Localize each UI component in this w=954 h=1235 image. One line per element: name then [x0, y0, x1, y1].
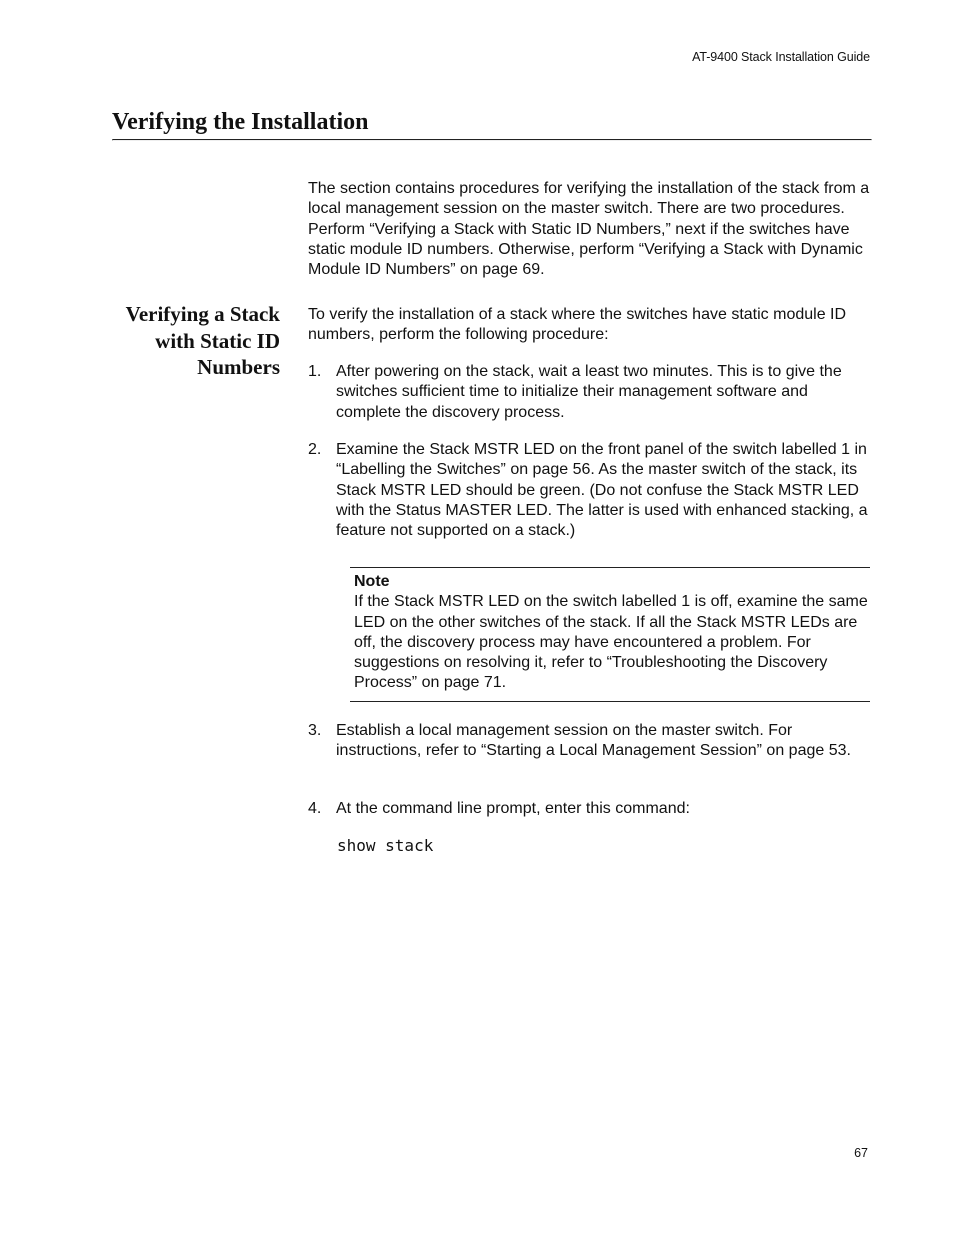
subsection-heading: [100, 301, 280, 381]
step-text: After powering on the stack, wait a least two minutes. This is to give the switches sufficient time to initialize their management software and complete the discovery process.: [336, 363, 842, 421]
page-number: 67: [854, 1146, 868, 1160]
command-example: show stack: [337, 836, 434, 855]
step-number: 1.: [308, 363, 322, 380]
step-text: At the command line prompt, enter this command:: [336, 800, 690, 817]
step-1: [308, 362, 870, 423]
step-text: Examine the Stack MSTR LED on the front panel of the switch labelled 1 in “Labelling the Switches” on page 56. As the master switch of the stack, its Stack MSTR LED should be green. (Do not confuse the Stack MSTR LED with the Status MASTER LED. The latter is used with enhanced stacking, a feature not supported on a stack.): [336, 441, 868, 540]
procedure-lead: To verify the installation of a stack where the switches have static module ID numbers, perform the following procedure:: [308, 306, 847, 344]
step-2: [308, 440, 870, 541]
step-number: 2.: [308, 441, 322, 458]
step-3: [308, 721, 870, 762]
note-text: If the Stack MSTR LED on the switch labelled 1 is off, examine the same LED on the other switches of the stack. If all the Stack MSTR LEDs are off, the discovery process may have encountered a problem. For suggestions on resolving it, refer to “Troubleshooting the Discovery Process” on page 71.: [354, 593, 868, 692]
subsection-heading-line-3: Numbers: [197, 355, 280, 379]
note-box: [350, 567, 870, 702]
running-header: AT-9400 Stack Installation Guide: [692, 50, 870, 64]
note-label: Note: [354, 573, 390, 590]
subsection-heading-line-2: with Static ID: [155, 328, 280, 353]
section-title: Verifying the Installation: [112, 109, 369, 135]
step-number: 3.: [308, 722, 322, 739]
step-4: [308, 799, 870, 819]
step-number: 4.: [308, 800, 322, 817]
subsection-heading-line-1: Verifying a Stack: [125, 302, 280, 326]
intro-paragraph: The section contains procedures for verifying the installation of the stack from a local management session on the master switch. There are two procedures. Perform “Verifying a Stack with Static ID Numbers,” next if the switches have static module ID numbers. Otherwise, perform “Verifying a Stack with Dynamic Module ID Numbers” on page 69.: [308, 180, 870, 279]
title-rule: [112, 139, 872, 141]
step-text: Establish a local management session on the master switch. For instructions, refer to “Starting a Local Management Session” on page 53.: [336, 722, 851, 760]
